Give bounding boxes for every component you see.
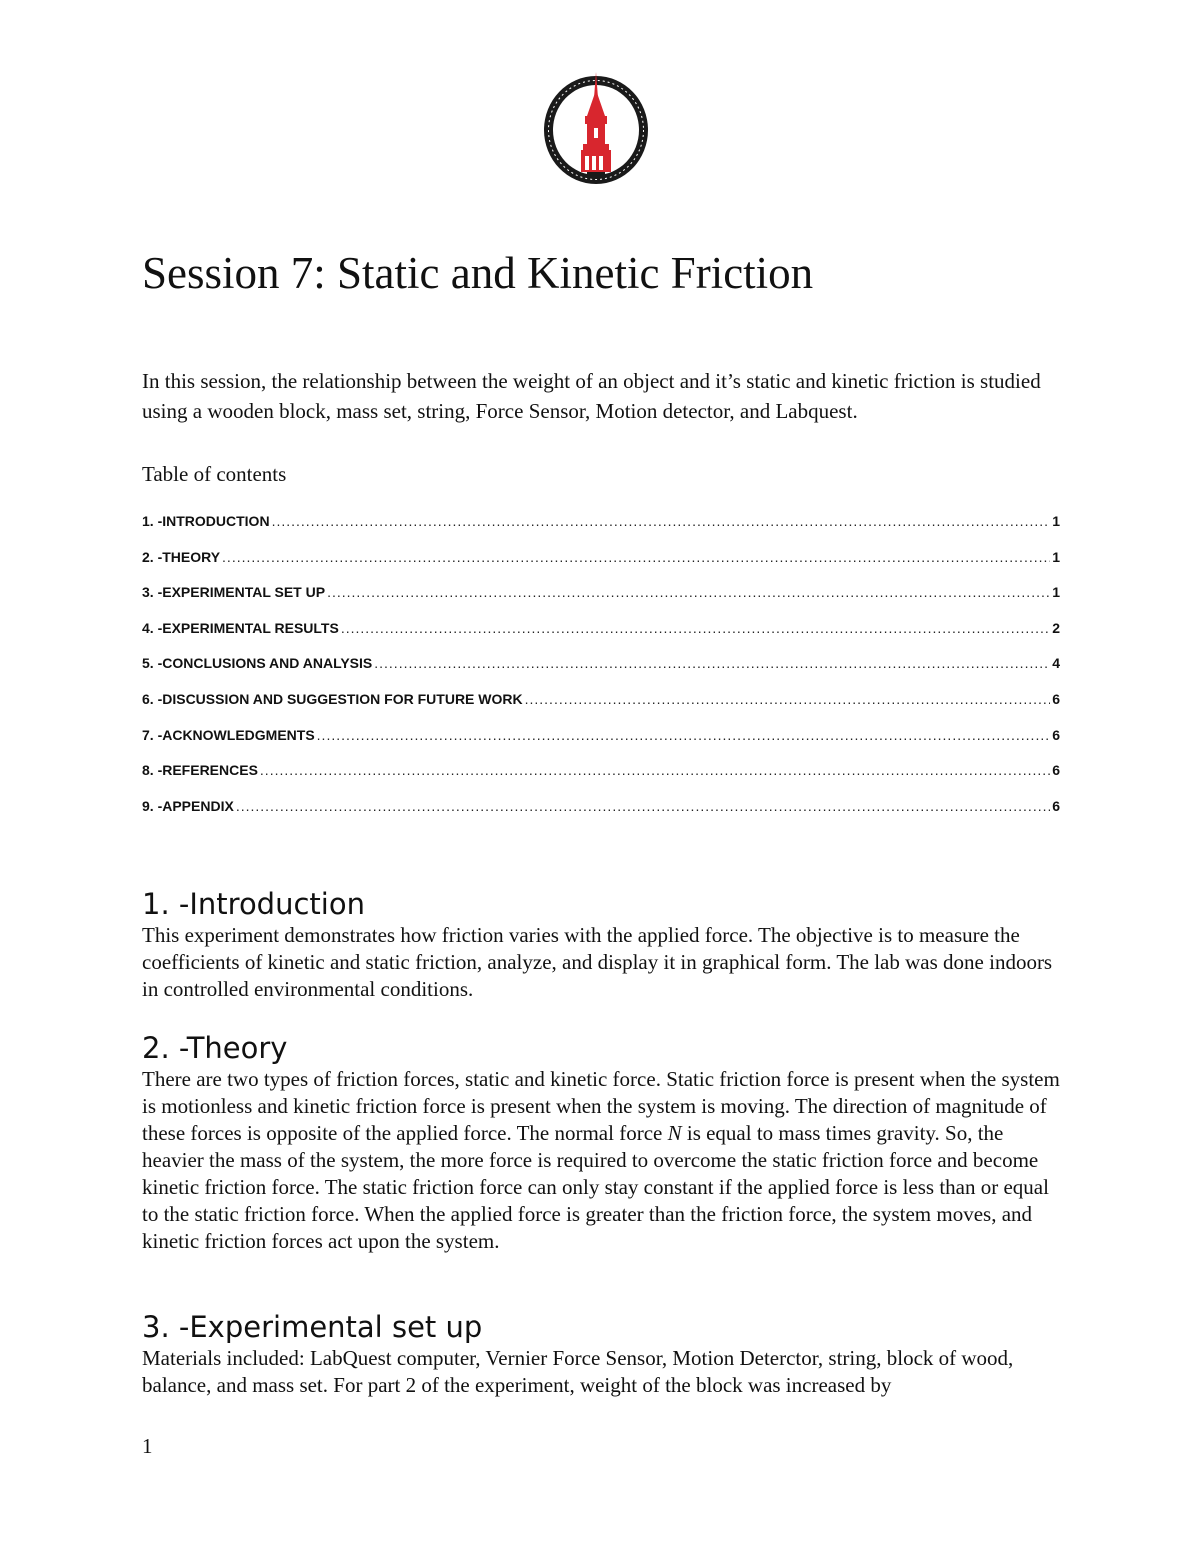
page-title: Session 7: Static and Kinetic Friction	[142, 248, 814, 298]
toc-item-label: 4. -EXPERIMENTAL RESULTS	[142, 619, 339, 636]
toc-dot-leader	[272, 513, 1051, 529]
section-body-text: There are two types of friction forces, static and kinetic force. Static friction force is present when the system is motionless and kinetic friction force is present when the system is moving. The direction of magnitude of these forces is opposite of the applied force. The normal force	[142, 1067, 1060, 1145]
toc-item-page: 4	[1052, 655, 1060, 672]
toc-dot-leader	[317, 727, 1051, 743]
toc-dot-leader	[236, 798, 1050, 814]
toc-item-page: 1	[1052, 513, 1060, 529]
toc-item-experimental-results[interactable]	[142, 620, 1060, 656]
toc-item-discussion[interactable]	[142, 691, 1060, 727]
section-heading: 2. -Theory	[142, 1031, 288, 1065]
toc-item-conclusions[interactable]	[142, 655, 1060, 691]
section-body	[142, 1066, 1067, 1255]
toc-item-page: 6	[1052, 762, 1060, 779]
toc-item-page: 6	[1052, 726, 1060, 743]
toc-item-label: 5. -CONCLUSIONS AND ANALYSIS	[142, 655, 373, 672]
toc-item-experimental-set-up[interactable]	[142, 584, 1060, 620]
toc-item-acknowledgments[interactable]	[142, 727, 1060, 763]
toc-item-page: 2	[1052, 619, 1060, 636]
toc-dot-leader	[327, 584, 1050, 600]
toc-dot-leader	[374, 655, 1050, 671]
toc-item-label: 6. -DISCUSSION AND SUGGESTION FOR FUTURE WORK	[142, 690, 523, 707]
toc-item-page: 1	[1052, 548, 1060, 565]
toc-heading: Table of contents	[142, 462, 287, 486]
university-seal-icon	[541, 68, 651, 186]
section-experimental-set-up	[142, 1309, 1067, 1399]
toc-dot-leader	[260, 762, 1050, 778]
table-of-contents	[142, 513, 1060, 833]
section-heading: 1. -Introduction	[142, 887, 365, 921]
toc-dot-leader	[525, 691, 1051, 707]
toc-item-introduction[interactable]	[142, 513, 1060, 549]
toc-dot-leader	[341, 620, 1050, 636]
toc-item-page: 1	[1052, 584, 1060, 601]
normal-force-symbol: N	[667, 1121, 682, 1145]
toc-item-label: 1. -INTRODUCTION	[142, 513, 270, 529]
section-body-text: is equal to mass times gravity. So, the heavier the mass of the system, the more force is required to overcome the static friction force and become kinetic friction force. The static friction force can only stay constant if the applied force is less than or equal to the static friction force. When the applied force is greater than the friction force, the system moves, and kinetic friction forces act upon the system.	[142, 1121, 1049, 1253]
section-heading: 3. -Experimental set up	[142, 1310, 483, 1344]
toc-item-label: 9. -APPENDIX	[142, 797, 234, 814]
toc-item-references[interactable]	[142, 762, 1060, 798]
intro-paragraph: In this session, the relationship between the weight of an object and it’s static and kinetic friction is studied using a wooden block, mass set, string, Force Sensor, Motion detector, and Labquest.	[142, 369, 1041, 423]
page-number: 1	[142, 1434, 153, 1458]
toc-dot-leader	[222, 549, 1050, 565]
toc-item-label: 2. -THEORY	[142, 548, 221, 565]
toc-item-label: 7. -ACKNOWLEDGMENTS	[142, 726, 315, 743]
section-body: This experiment demonstrates how friction varies with the applied force. The objective is to measure the coefficients of kinetic and static friction, analyze, and display it in graphical form. The lab was done indoors in controlled environmental conditions.	[142, 923, 1053, 1001]
toc-item-page: 6	[1052, 797, 1060, 814]
toc-item-theory[interactable]	[142, 549, 1060, 585]
section-body: Materials included: LabQuest computer, Vernier Force Sensor, Motion Deterctor, string, block of wood, balance, and mass set. For part 2 of the experiment, weight of the block was increased by	[142, 1346, 1014, 1397]
section-introduction	[142, 886, 1067, 1003]
section-theory	[142, 1030, 1067, 1255]
toc-item-label: 8. -REFERENCES	[142, 762, 258, 779]
toc-item-page: 6	[1052, 690, 1060, 707]
toc-item-appendix[interactable]	[142, 798, 1060, 834]
toc-item-label: 3. -EXPERIMENTAL SET UP	[142, 584, 326, 601]
